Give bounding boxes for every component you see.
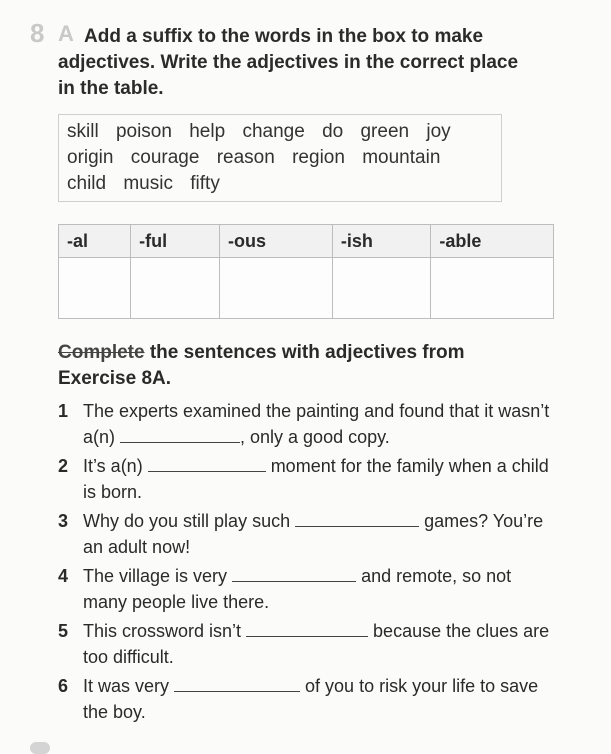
part-b-text: the sentences with adjectives from — [144, 342, 465, 363]
sentence-number: 1 — [58, 401, 69, 421]
sentence-number: 3 — [58, 511, 69, 531]
instruction-line-1: Add a suffix to the words in the box to make — [84, 26, 484, 47]
answer-blank[interactable] — [232, 565, 356, 582]
suffix-header: -ish — [332, 225, 431, 258]
sentence-before: The village is very — [83, 566, 233, 586]
suffix-header: -able — [431, 225, 554, 258]
suffix-header: -al — [59, 225, 131, 258]
sentence-after: moment for the family when a child is born. — [83, 456, 549, 502]
word-item: fifty — [190, 173, 220, 194]
word-item: music — [123, 173, 173, 194]
answer-blank[interactable] — [174, 675, 300, 692]
struck-word: Complete — [58, 342, 145, 363]
word-item: joy — [426, 121, 451, 142]
sentence-after: of you to risk your life to save the boy. — [83, 676, 539, 722]
next-exercise-number-fragment — [30, 742, 50, 754]
word-row-2 — [67, 145, 493, 171]
answer-blank[interactable] — [246, 620, 368, 637]
sentence-list — [58, 398, 558, 728]
answer-cell-al[interactable] — [59, 258, 131, 319]
answer-blank[interactable] — [295, 510, 419, 527]
part-b-text-line2: Exercise 8A. — [58, 368, 172, 389]
sentence-before: It was very — [83, 676, 175, 696]
word-row-3 — [67, 171, 493, 197]
part-a-instruction — [58, 21, 548, 102]
word-item: do — [322, 121, 344, 142]
sentence-item — [58, 508, 558, 560]
answer-cell-ful[interactable] — [131, 258, 220, 319]
answer-blank[interactable] — [120, 426, 240, 443]
word-item: skill — [67, 121, 99, 142]
sentence-before: Why do you still play such — [83, 511, 296, 531]
sentence-after: because the clues are too difficult. — [83, 621, 550, 667]
sentence-before: This crossword isn’t — [83, 621, 247, 641]
sentence-after: , only a good copy. — [240, 427, 390, 447]
instruction-line-2: adjectives. Write the adjectives in the correct place — [58, 52, 519, 73]
instruction-line-3: in the table. — [58, 78, 164, 99]
word-item: origin — [67, 147, 114, 168]
sentence-item — [58, 673, 558, 725]
sentence-number: 5 — [58, 621, 69, 641]
word-item: change — [242, 121, 305, 142]
word-item: region — [292, 147, 345, 168]
suffix-header-row — [59, 225, 554, 258]
answer-cell-ous[interactable] — [219, 258, 332, 319]
word-item: courage — [130, 147, 200, 168]
answer-blank[interactable] — [148, 455, 266, 472]
exercise-number: 8 — [30, 18, 45, 48]
sentence-number: 2 — [58, 456, 69, 476]
word-box — [58, 114, 502, 202]
sentence-after: games? You’re an adult now! — [83, 511, 544, 557]
sentence-after: and remote, so not many people live there. — [83, 566, 512, 612]
sentence-item — [58, 453, 558, 505]
sentence-item — [58, 618, 558, 670]
word-item: green — [360, 121, 410, 142]
sentence-before: The experts examined the painting and found that it wasn’t a(n) — [83, 401, 550, 447]
sentence-number: 4 — [58, 566, 69, 586]
part-b-instruction — [58, 340, 538, 392]
word-item: poison — [115, 121, 172, 142]
suffix-table — [58, 224, 554, 319]
answer-cell-ish[interactable] — [332, 258, 431, 319]
suffix-header: -ful — [131, 225, 220, 258]
suffix-answer-row — [59, 258, 554, 319]
sentence-before: It’s a(n) — [83, 456, 148, 476]
suffix-header: -ous — [219, 225, 332, 258]
word-item: help — [189, 121, 226, 142]
word-item: child — [67, 173, 107, 194]
word-row-1 — [67, 119, 493, 145]
part-a-letter: A — [58, 21, 74, 46]
sentence-item — [58, 563, 558, 615]
sentence-number: 6 — [58, 676, 69, 696]
word-item: mountain — [362, 147, 441, 168]
answer-cell-able[interactable] — [431, 258, 554, 319]
sentence-item — [58, 398, 558, 450]
word-item: reason — [216, 147, 275, 168]
